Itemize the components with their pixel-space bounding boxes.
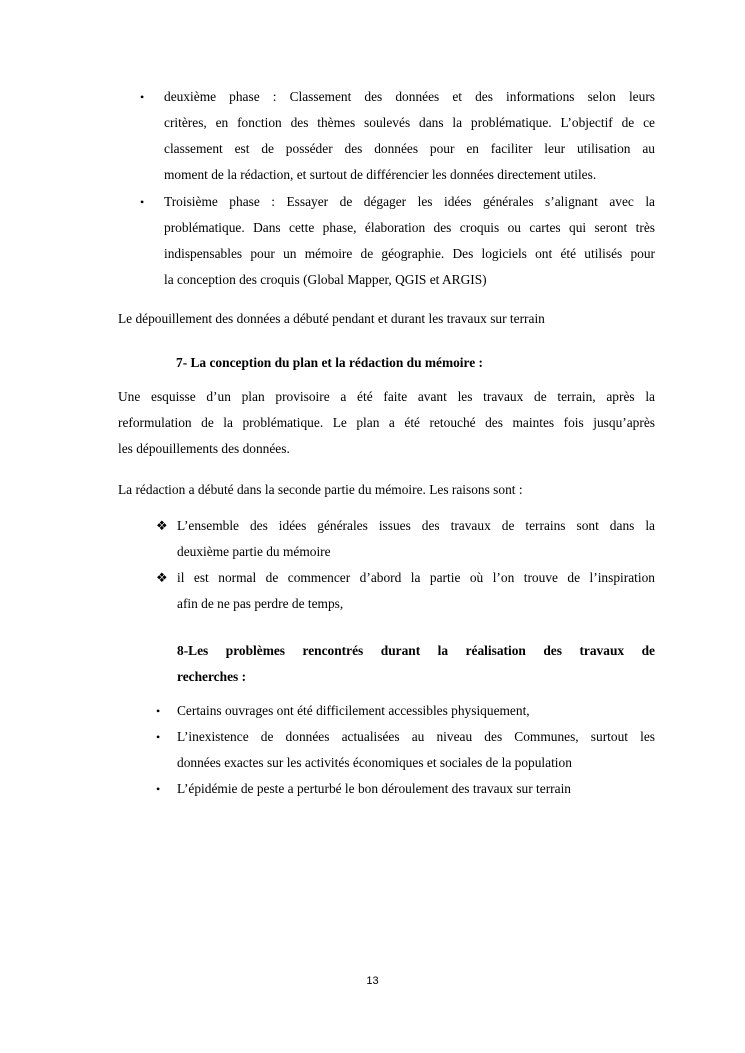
bullet-icon: • [140,195,145,209]
section-7-title [176,350,655,376]
list-item [177,698,655,724]
paragraph-line: reformulation de la problématique. Le plan a été retouché des maintes fois jusqu’après [118,415,655,430]
list-item-line: deuxième phase : Classement des données et des informations selon leurs [164,89,655,104]
list-item [164,84,655,188]
page-number: 13 [366,975,379,987]
list-item-line: afin de ne pas perdre de temps, [177,596,344,611]
list-item-line: indispensables pour un mémoire de géographie. Des logiciels ont été utilisés pour [164,246,655,261]
list-item-line: problématique. Dans cette phase, élaboration des croquis ou cartes qui seront très [164,220,655,235]
heading-line: 8-Les problèmes rencontrés durant la réalisation des travaux de [177,643,655,658]
list-item-line: il est normal de commencer d’abord la partie où l’on trouve de l’inspiration [177,570,655,585]
list-item-line: Certains ouvrages ont été difficilement accessibles physiquement, [177,703,530,718]
bullet-icon: • [140,90,145,104]
list-item-line: Troisième phase : Essayer de dégager les idées générales s’alignant avec la [164,194,655,209]
list-item-line: L’épidémie de peste a perturbé le bon déroulement des travaux sur terrain [177,781,572,796]
list-item-line: L’inexistence de données actualisées au niveau des Communes, surtout les [177,729,655,744]
list-item-line: données exactes sur les activités économiques et sociales de la population [177,755,572,770]
redaction-paragraph [118,477,655,503]
depouillement-paragraph [118,306,655,332]
paragraph-line: les dépouillements des données. [118,441,290,456]
paragraph-line: Une esquisse d’un plan provisoire a été faite avant les travaux de terrain, après la [118,389,655,404]
list-item [164,189,655,293]
paragraph-line: La rédaction a débuté dans la seconde partie du mémoire. Les raisons sont : [118,482,523,497]
list-item [177,565,655,617]
list-item-line: critères, en fonction des thèmes soulevés dans la problématique. L’objectif de ce [164,115,655,130]
list-item-line: la conception des croquis (Global Mapper, QGIS et ARGIS) [164,272,487,287]
bullet-icon: • [156,782,161,796]
diamond-bullet-icon: ❖ [156,570,168,585]
heading-line: recherches : [177,669,247,684]
list-item-line: moment de la rédaction, et surtout de différencier les données directement utiles. [164,167,597,182]
heading-text: 7- La conception du plan et la rédaction du mémoire : [176,355,483,370]
bullet-icon: • [156,704,161,718]
list-item-line: L’ensemble des idées générales issues des travaux de terrains sont dans la [177,518,655,533]
section-8-title [177,638,655,690]
list-item-line: deuxième partie du mémoire [177,544,331,559]
plan-paragraph [118,384,655,462]
diamond-bullet-icon: ❖ [156,518,168,533]
list-item [177,724,655,776]
list-item-line: classement est de posséder des données pour en faciliter leur utilisation au [164,141,655,156]
paragraph-line: Le dépouillement des données a débuté pendant et durant les travaux sur terrain [118,311,545,326]
list-item [177,513,655,565]
list-item [177,776,655,802]
bullet-icon: • [156,730,161,744]
